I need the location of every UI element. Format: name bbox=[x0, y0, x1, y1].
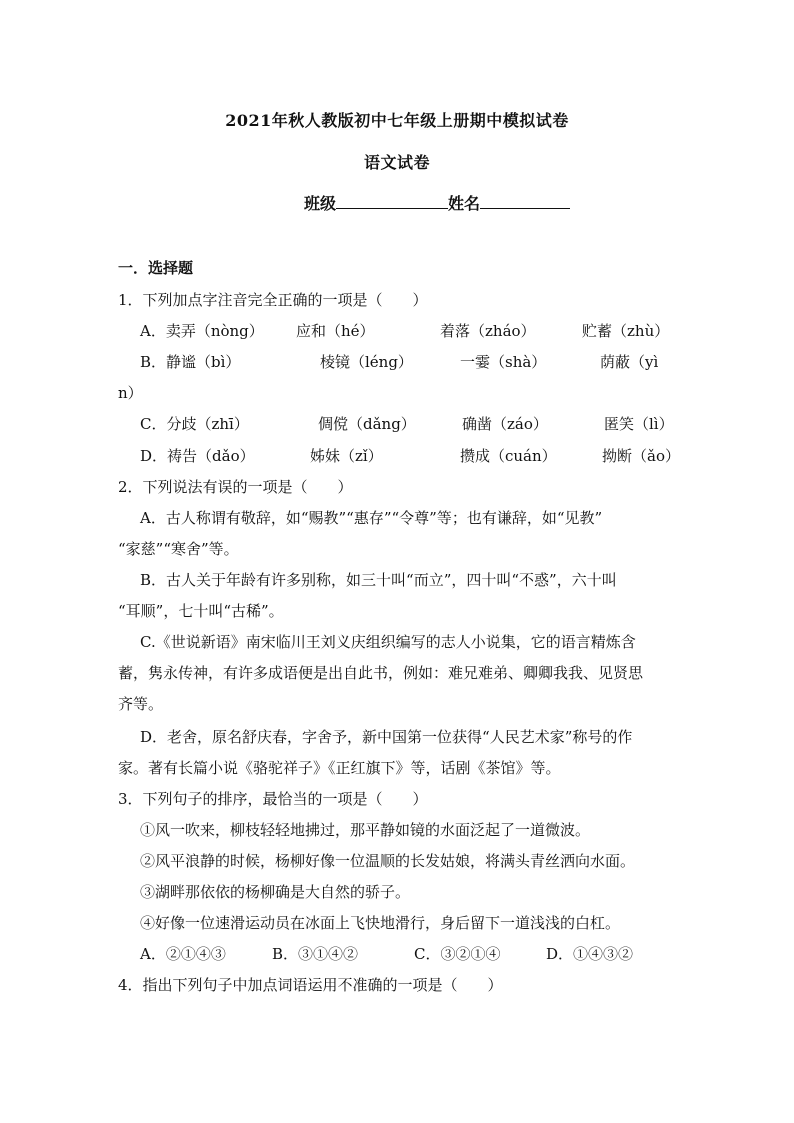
q2-option-d-line1: D．老舍，原名舒庆春，字舍予，新中国第一位获得“人民艺术家”称号的作 bbox=[140, 728, 633, 746]
exam-title: 2021年秋人教版初中七年级上册期中模拟试卷 bbox=[225, 111, 569, 130]
q3-stem: 3．下列句子的排序，最恰当的一项是（ ） bbox=[118, 790, 428, 808]
q3-option-a[interactable]: A．②①④③ bbox=[140, 945, 226, 963]
class-label: 班级 bbox=[304, 194, 337, 213]
q1-a-item4: 贮蓄（zhù） bbox=[582, 322, 670, 340]
q2-option-d-line2: 家。著有长篇小说《骆驼祥子》《正红旗下》等，话剧《茶馆》等。 bbox=[118, 759, 561, 777]
q1-c-item1: C．分歧（zhī） bbox=[140, 415, 249, 433]
q1-d-item1: D．祷告（dǎo） bbox=[140, 447, 255, 465]
q3-option-d[interactable]: D．①④③② bbox=[546, 945, 634, 963]
q2-stem: 2．下列说法有误的一项是（ ） bbox=[118, 478, 353, 496]
q1-c-item4: 匿笑（lì） bbox=[604, 415, 674, 433]
q1-b-item2: 棱镜（léng） bbox=[320, 353, 413, 371]
q1-stem: 1．下列加点字注音完全正确的一项是（ ） bbox=[118, 291, 428, 309]
q1-c-item3: 确凿（záo） bbox=[462, 415, 548, 433]
q3-sentence-4: ④好像一位速滑运动员在冰面上飞快地滑行，身后留下一道浅浅的白杠。 bbox=[140, 914, 621, 932]
q3-option-b[interactable]: B．③①④② bbox=[272, 945, 359, 963]
q2-option-c-line1: C.《世说新语》南宋临川王刘义庆组织编写的志人小说集，它的语言精炼含 bbox=[140, 633, 636, 651]
q1-b-item3: 一霎（shà） bbox=[460, 353, 547, 371]
q2-option-a-line1: A．古人称谓有敬辞，如“赐教”“惠存”“令尊”等；也有谦辞，如“见教” bbox=[140, 509, 603, 527]
q1-d-item4: 拗断（ǎo） bbox=[602, 447, 680, 465]
section-heading: 一．选择题 bbox=[118, 259, 194, 277]
q2-option-b-line2: “耳顺”，七十叫“古稀”。 bbox=[118, 602, 284, 620]
class-blank[interactable] bbox=[336, 190, 448, 209]
name-blank[interactable] bbox=[480, 190, 570, 209]
student-info bbox=[304, 190, 570, 214]
q1-b-item1: B．静谧（bì） bbox=[140, 353, 241, 371]
q1-b-item4: 荫蔽（yì bbox=[600, 353, 659, 371]
exam-subtitle: 语文试卷 bbox=[363, 153, 430, 172]
q4-stem: 4．指出下列句子中加点词语运用不准确的一项是（ ） bbox=[118, 976, 503, 994]
q1-a-item1: A．卖弄（nòng） bbox=[140, 322, 264, 340]
name-label: 姓名 bbox=[448, 194, 481, 213]
q1-d-item3: 攒成（cuán） bbox=[460, 447, 557, 465]
q2-option-c-line3: 齐等。 bbox=[118, 695, 164, 713]
q3-sentence-2: ②风平浪静的时候，杨柳好像一位温顺的长发姑娘，将满头青丝洒向水面。 bbox=[140, 852, 636, 870]
q1-c-item2: 倜傥（dǎng） bbox=[318, 415, 416, 433]
q1-a-item2: 应和（hé） bbox=[296, 322, 375, 340]
q3-option-c[interactable]: C．③②①④ bbox=[414, 945, 501, 963]
q2-option-b-line1: B．古人关于年龄有许多别称，如三十叫“而立”，四十叫“不惑”，六十叫 bbox=[140, 571, 617, 589]
q1-d-item2: 姊妹（zǐ） bbox=[310, 447, 383, 465]
q3-sentence-1: ①风一吹来，柳枝轻轻地拂过，那平静如镜的水面泛起了一道微波。 bbox=[140, 821, 591, 839]
q1-a-item3: 着落（zháo） bbox=[440, 322, 536, 340]
q1-b-continuation: n） bbox=[118, 384, 143, 402]
q2-option-a-line2: “家慈”“寒舍”等。 bbox=[118, 540, 239, 558]
q3-sentence-3: ③湖畔那依依的杨柳确是大自然的骄子。 bbox=[140, 883, 411, 901]
q2-option-c-line2: 蓄，隽永传神，有许多成语便是出自此书，例如：难兄难弟、卿卿我我、见贤思 bbox=[118, 664, 644, 682]
